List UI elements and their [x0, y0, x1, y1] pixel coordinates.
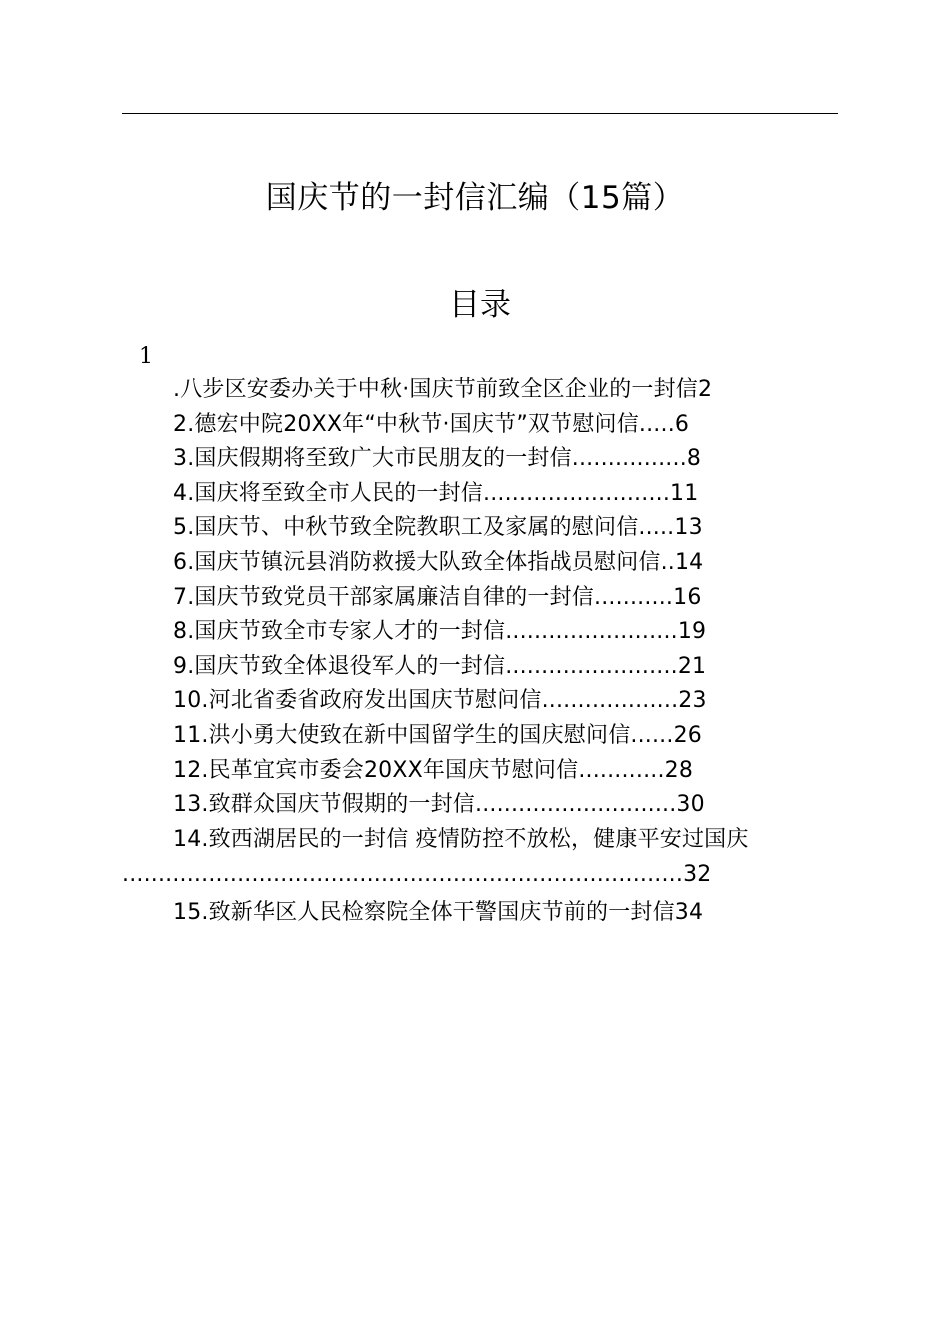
toc-entry-label: 2.德宏中院20XX年“中秋节·国庆节”双节慰问信	[173, 411, 639, 437]
toc-entry[interactable]	[173, 896, 853, 931]
toc-entry[interactable]	[173, 823, 853, 858]
toc-entry[interactable]	[173, 408, 853, 443]
toc-entry[interactable]	[173, 581, 853, 616]
toc-entry-page: 16	[673, 584, 702, 610]
toc-entry[interactable]	[173, 615, 853, 650]
toc-entry-page: 30	[676, 792, 705, 818]
toc-entry-leader: ..........................	[483, 480, 671, 506]
toc-entry-leader: ......	[630, 722, 674, 748]
toc-entry-label: 3.国庆假期将至致广大市民朋友的一封信	[173, 446, 572, 472]
toc-entry[interactable]	[173, 511, 853, 546]
toc-entry-page: 2	[698, 377, 713, 402]
toc-entry-page: 6	[674, 411, 690, 437]
toc-entry[interactable]	[173, 719, 853, 754]
toc-entry-leader: ..............................................................................	[122, 862, 684, 887]
toc-entry[interactable]	[173, 477, 853, 512]
toc-entry-page: 23	[678, 688, 707, 714]
toc-entry-page: 28	[664, 757, 694, 783]
toc-entry-label: 11.洪小勇大使致在新中国留学生的国庆慰问信	[173, 722, 631, 748]
toc-entry[interactable]	[173, 684, 853, 719]
toc-entry-page: 32	[683, 862, 712, 887]
toc-entry-page: 34	[674, 900, 704, 925]
toc-entry-label: .八步区安委办关于中秋·国庆节前致全区企业的一封信	[173, 377, 698, 402]
toc-entry[interactable]	[173, 754, 853, 789]
toc-entry-leader: .....	[638, 515, 675, 541]
toc-entry-label: 10.河北省委省政府发出国庆节慰问信	[173, 688, 542, 714]
toc-entry-page: 8	[686, 446, 702, 472]
toc-entry-leader: ........................	[505, 653, 678, 679]
toc-entry-leader: ............................	[475, 792, 677, 818]
toc-entry-label: 5.国庆节、中秋节致全院教职工及家属的慰问信	[173, 515, 639, 541]
toc-entry-page: 13	[674, 515, 703, 541]
toc-entry-leader: ...........	[594, 584, 674, 610]
toc-entry-label: 4.国庆将至致全市人民的一封信	[173, 480, 483, 506]
toc-entry[interactable]	[173, 373, 853, 408]
toc-heading: 目录	[449, 287, 511, 323]
toc-entry-page: 19	[677, 619, 707, 645]
toc-entry-label: 8.国庆节致全市专家人才的一封信	[173, 619, 506, 645]
toc-entry-label: 13.致群众国庆节假期的一封信	[173, 792, 475, 818]
toc-entry-label: 15.致新华区人民检察院全体干警国庆节前的一封信	[173, 900, 675, 925]
toc-first-number: 1	[139, 344, 153, 369]
toc-entry-label: 12.民革宜宾市委会20XX年国庆节慰问信	[173, 757, 579, 783]
toc-entry-label: 6.国庆节镇沅县消防救援大队致全体指战员慰问信	[173, 549, 661, 575]
toc-entry-leader: ................	[571, 446, 687, 472]
toc-entry-page: 11	[670, 480, 699, 506]
toc-entry-leader: ............	[578, 757, 665, 783]
toc-list-tail	[173, 896, 853, 931]
toc-entry-leader: ........................	[505, 619, 678, 645]
toc-entry-leader: .....	[638, 411, 675, 437]
toc-entry-label: 7.国庆节致党员干部家属廉洁自律的一封信	[173, 584, 594, 610]
toc-entry[interactable]	[173, 442, 853, 477]
toc-entry[interactable]	[173, 788, 853, 823]
toc-entry-label: 9.国庆节致全体退役军人的一封信	[173, 653, 506, 679]
toc-entry-page: 14	[674, 549, 704, 575]
toc-entry-label: 14.致西湖居民的一封信 疫情防控不放松，健康平安过国庆	[173, 826, 749, 852]
toc-entry[interactable]	[173, 546, 853, 581]
toc-entry-leader: ...................	[541, 688, 679, 714]
document-title: 国庆节的一封信汇编（15篇）	[265, 180, 685, 216]
toc-entry-page: 21	[677, 653, 707, 679]
toc-entry-page: 26	[673, 722, 702, 748]
toc-entry-leader: ..	[660, 549, 675, 575]
toc-list	[173, 373, 853, 857]
toc-entry[interactable]	[173, 650, 853, 685]
toc-entry-continuation[interactable]	[122, 860, 711, 890]
header-rule	[122, 113, 838, 114]
